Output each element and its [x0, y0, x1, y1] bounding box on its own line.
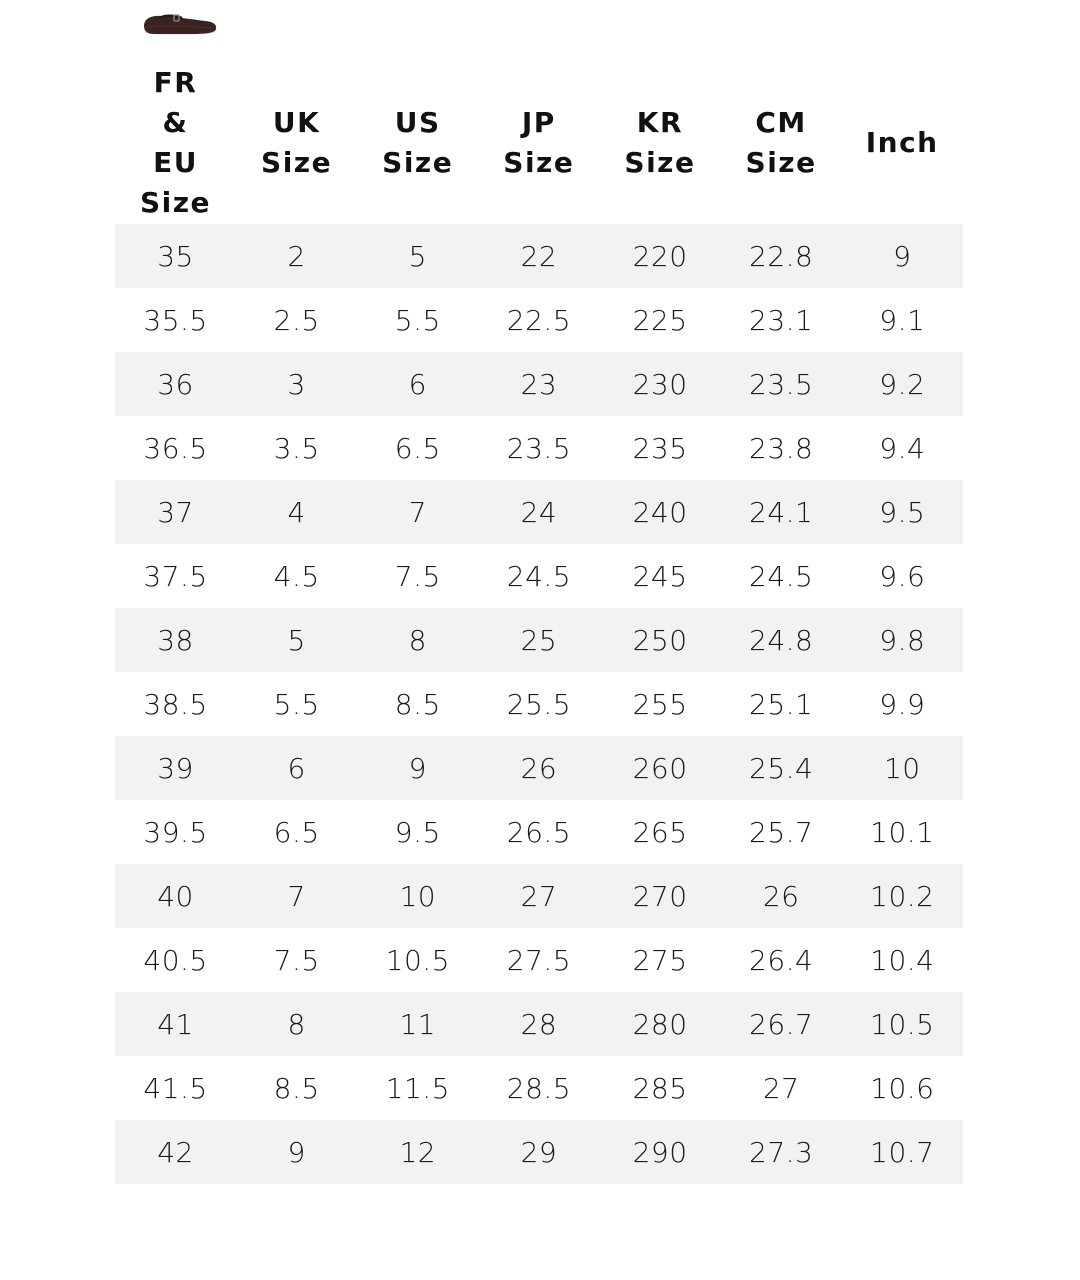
header-inch: Inch — [865, 126, 939, 159]
cell-cm: 26.7 — [749, 1007, 814, 1041]
cell-us: 8.5 — [394, 687, 441, 721]
cell-inch: 9.4 — [879, 431, 926, 465]
cell-cm: 23.5 — [749, 367, 814, 401]
table-row — [115, 864, 963, 928]
cell-uk: 7 — [287, 879, 306, 913]
table-row — [115, 288, 963, 352]
cell-jp: 25.5 — [506, 687, 572, 721]
cell-kr: 230 — [632, 367, 688, 401]
cell-cm: 26.4 — [749, 943, 814, 977]
table-row — [115, 1056, 963, 1120]
cell-fr-eu: 37 — [157, 495, 194, 529]
cell-uk: 6.5 — [273, 815, 320, 849]
cell-kr: 255 — [632, 687, 688, 721]
cell-cm: 27 — [762, 1071, 800, 1105]
cell-kr: 245 — [632, 559, 688, 593]
cell-jp: 24.5 — [506, 559, 572, 593]
cell-jp: 23.5 — [506, 431, 572, 465]
table-row — [115, 224, 963, 288]
cell-kr: 225 — [632, 303, 688, 337]
cell-kr: 265 — [632, 815, 688, 849]
cell-uk: 5.5 — [273, 687, 320, 721]
cell-uk: 5 — [287, 623, 306, 657]
cell-inch: 9.6 — [879, 559, 926, 593]
cell-fr-eu: 40.5 — [143, 943, 208, 977]
header-fr-eu-size: FR & EU Size — [139, 66, 212, 219]
cell-uk: 7.5 — [273, 943, 320, 977]
cell-jp: 26 — [520, 751, 558, 785]
cell-cm: 25.1 — [749, 687, 814, 721]
cell-inch: 10.5 — [870, 1007, 935, 1041]
cell-uk: 2.5 — [273, 303, 320, 337]
header-kr-size: KR Size — [624, 106, 696, 179]
cell-kr: 250 — [632, 623, 688, 657]
cell-fr-eu: 39 — [157, 751, 194, 785]
cell-us: 7.5 — [394, 559, 441, 593]
cell-cm: 27.3 — [749, 1135, 814, 1169]
cell-cm: 24.8 — [749, 623, 814, 657]
cell-kr: 285 — [632, 1071, 688, 1105]
cell-kr: 235 — [632, 431, 688, 465]
table-row — [115, 992, 963, 1056]
cell-us: 6 — [408, 367, 427, 401]
cell-uk: 6 — [287, 751, 306, 785]
table-row — [115, 928, 963, 992]
cell-inch: 10.7 — [870, 1135, 935, 1169]
cell-us: 10.5 — [385, 943, 450, 977]
cell-jp: 23 — [520, 367, 558, 401]
cell-inch: 9 — [893, 239, 912, 273]
cell-fr-eu: 35.5 — [143, 303, 208, 337]
cell-jp: 25 — [520, 623, 558, 657]
table-row — [115, 800, 963, 864]
table-row — [115, 608, 963, 672]
cell-jp: 24 — [520, 495, 558, 529]
table-row — [115, 672, 963, 736]
table-row — [115, 1120, 963, 1184]
cell-fr-eu: 37.5 — [143, 559, 208, 593]
cell-inch: 9.1 — [879, 303, 926, 337]
cell-cm: 26 — [762, 879, 800, 913]
cell-inch: 10.2 — [870, 879, 935, 913]
cell-us: 11 — [399, 1007, 437, 1041]
cell-us: 11.5 — [385, 1071, 450, 1105]
cell-fr-eu: 36 — [157, 367, 194, 401]
cell-uk: 2 — [287, 239, 306, 273]
cell-uk: 9 — [287, 1135, 306, 1169]
cell-fr-eu: 41 — [157, 1007, 194, 1041]
cell-jp: 28.5 — [506, 1071, 572, 1105]
header-us-size: US Size — [382, 106, 454, 179]
cell-inch: 9.5 — [879, 495, 926, 529]
table-row — [115, 416, 963, 480]
table-body — [115, 224, 963, 1184]
header-jp-size: JP Size — [503, 106, 575, 179]
header-cm-size: CM Size — [745, 106, 817, 179]
cell-kr: 220 — [632, 239, 688, 273]
cell-jp: 22.5 — [506, 303, 572, 337]
cell-inch: 10.4 — [870, 943, 935, 977]
cell-us: 7 — [408, 495, 427, 529]
cell-kr: 260 — [632, 751, 688, 785]
cell-cm: 25.7 — [749, 815, 814, 849]
cell-uk: 3 — [287, 367, 306, 401]
cell-fr-eu: 40 — [157, 879, 194, 913]
cell-inch: 9.2 — [879, 367, 926, 401]
cell-uk: 4.5 — [273, 559, 320, 593]
cell-kr: 240 — [632, 495, 688, 529]
cell-fr-eu: 36.5 — [143, 431, 208, 465]
size-conversion-table — [115, 62, 963, 1184]
header-uk-size: UK Size — [261, 106, 333, 179]
cell-fr-eu: 38 — [157, 623, 194, 657]
cell-jp: 27.5 — [506, 943, 572, 977]
cell-us: 9 — [408, 751, 427, 785]
cell-fr-eu: 38.5 — [143, 687, 208, 721]
cell-us: 9.5 — [394, 815, 441, 849]
mary-jane-flat-shoe-icon — [140, 6, 220, 38]
cell-inch: 9.9 — [879, 687, 926, 721]
cell-inch: 9.8 — [879, 623, 926, 657]
cell-fr-eu: 39.5 — [143, 815, 208, 849]
table-row — [115, 352, 963, 416]
cell-jp: 27 — [520, 879, 558, 913]
cell-uk: 8 — [287, 1007, 306, 1041]
cell-us: 10 — [399, 879, 437, 913]
cell-fr-eu: 42 — [157, 1135, 194, 1169]
cell-fr-eu: 41.5 — [143, 1071, 208, 1105]
cell-kr: 280 — [632, 1007, 688, 1041]
cell-cm: 23.8 — [749, 431, 814, 465]
cell-fr-eu: 35 — [157, 239, 194, 273]
cell-us: 5.5 — [394, 303, 441, 337]
table-row — [115, 544, 963, 608]
cell-jp: 28 — [520, 1007, 558, 1041]
cell-kr: 290 — [632, 1135, 688, 1169]
table-row — [115, 736, 963, 800]
cell-us: 6.5 — [394, 431, 441, 465]
cell-uk: 3.5 — [273, 431, 320, 465]
cell-inch: 10 — [883, 751, 921, 785]
cell-uk: 4 — [287, 495, 306, 529]
cell-cm: 22.8 — [749, 239, 814, 273]
cell-kr: 275 — [632, 943, 688, 977]
cell-cm: 24.5 — [749, 559, 814, 593]
table-header-row — [115, 62, 963, 224]
cell-inch: 10.6 — [870, 1071, 935, 1105]
cell-cm: 25.4 — [749, 751, 814, 785]
cell-jp: 29 — [520, 1135, 558, 1169]
cell-us: 8 — [408, 623, 427, 657]
cell-uk: 8.5 — [273, 1071, 320, 1105]
cell-us: 12 — [399, 1135, 437, 1169]
cell-cm: 24.1 — [749, 495, 814, 529]
table-row — [115, 480, 963, 544]
cell-kr: 270 — [632, 879, 688, 913]
cell-jp: 22 — [520, 239, 558, 273]
cell-cm: 23.1 — [749, 303, 814, 337]
cell-jp: 26.5 — [506, 815, 572, 849]
cell-us: 5 — [408, 239, 427, 273]
cell-inch: 10.1 — [870, 815, 935, 849]
